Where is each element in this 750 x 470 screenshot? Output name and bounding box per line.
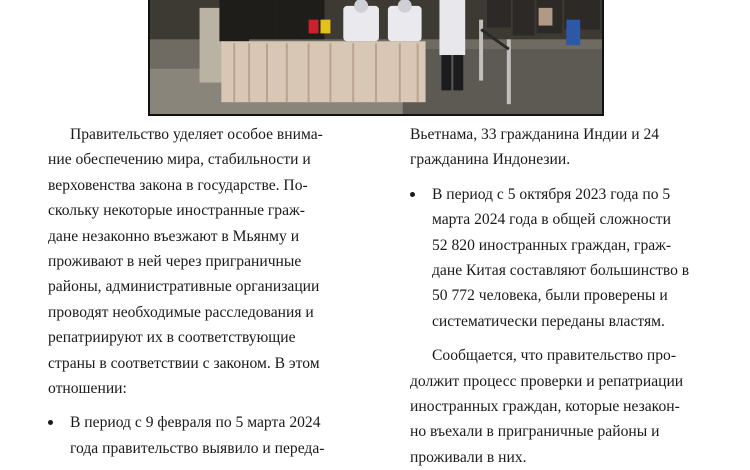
text-line: Вьетнама, 33 гражданина Индии и 24	[410, 126, 660, 143]
text-line: марта 2024 года в общей сложности	[432, 211, 671, 229]
text-line: 52 820 иностранных граждан, граж-	[432, 236, 672, 254]
text-line: года правительство выявило и переда-	[70, 439, 325, 457]
text-line: районы, административные организации	[48, 278, 320, 296]
text-line: гражданина Индонезии.	[410, 151, 571, 169]
text-line: репатриируют их в соответствующие	[48, 329, 296, 347]
text-line: проживают в ней через приграничные	[48, 253, 302, 271]
text-line: проживали в них.	[410, 448, 527, 466]
text-line: но въехали в приграничные районы и	[410, 423, 660, 441]
continuation-text	[410, 122, 700, 173]
text-line: проводят необходимые расследования и	[48, 303, 314, 321]
ceremony-photo	[148, 0, 604, 116]
intro-paragraph	[48, 122, 362, 401]
text-line: иностранных граждан, которые незакон-	[410, 398, 680, 416]
text-line: дане Китая составляют большинство в	[432, 262, 690, 280]
text-line: скольку некоторые иностранные граж-	[48, 202, 305, 220]
text-line: дане незаконно въезжают в Мьянму и	[48, 227, 300, 245]
bullet-item	[410, 182, 700, 334]
signing-ceremony-photo-icon	[150, 0, 602, 114]
text-line: страны в соответствии с законом. В этом	[48, 354, 320, 372]
text-line: Сообщается, что правительство про-	[432, 347, 677, 365]
text-line: отношении:	[48, 380, 127, 398]
text-line: систематически переданы властям.	[432, 312, 665, 330]
text-line: должит процесс проверки и репатриации	[410, 372, 684, 390]
text-line: верховенства закона в государстве. По-	[48, 176, 308, 194]
bullet-item	[48, 410, 362, 461]
closing-paragraph	[410, 343, 700, 470]
text-line: Правительство уделяет особое внима-	[70, 126, 323, 143]
text-line: ние обеспечению мира, стабильности и	[48, 151, 311, 169]
text-line: 50 772 человека, были проверены и	[432, 287, 668, 305]
right-column	[410, 122, 700, 470]
text-line: В период с 9 февраля по 5 марта 2024	[70, 414, 321, 432]
left-column	[48, 122, 362, 461]
text-line: В период с 5 октября 2023 года по 5	[432, 185, 671, 203]
